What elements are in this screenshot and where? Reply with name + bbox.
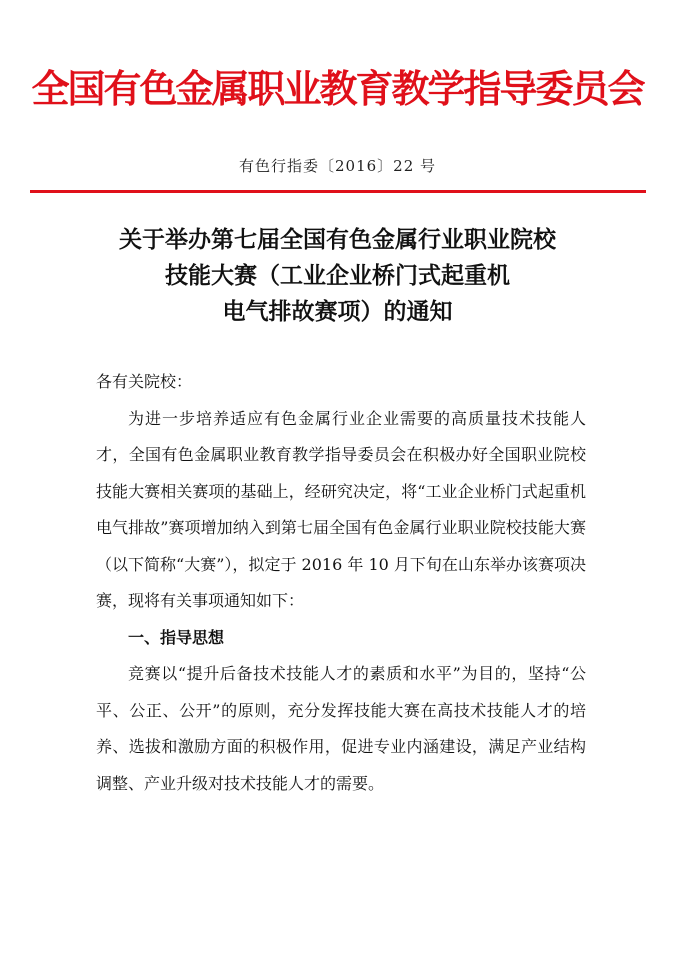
title-line-3: 电气排故赛项）的通知 bbox=[222, 298, 453, 325]
paragraph-intro: 为进一步培养适应有色金属行业企业需要的高质量技术技能人才，全国有色金属职业教育教学指导委员会在积极办好全国职业院校技能大赛相关赛项的基础上，经研究决定，将“工业企业桥门式起重机电气排故”赛项增加纳入到第七届全国有色金属行业职业院校技能大赛（以下简称“大赛”），拟定于 2016 年 10 月下旬在山东举办该赛项决赛，现将有关事项通知如下： bbox=[96, 408, 586, 610]
salutation: 各有关院校： bbox=[96, 372, 193, 391]
org-masthead: 全国有色金属职业教育教学指导委员会 bbox=[31, 66, 644, 111]
paragraph-guiding-principle: 竞赛以“提升后备技术技能人才的素质和水平”为目的，坚持“公平、公正、公开”的原则，充分发挥技能大赛在高技术技能人才的培养、选拔和激励方面的积极作用，促进专业内涵建设，满足产业结构调整、产业升级对技术技能人才的需要。 bbox=[96, 664, 586, 793]
notice-title bbox=[0, 222, 675, 330]
title-line-2: 技能大赛（工业企业桥门式起重机 bbox=[165, 262, 510, 289]
document-number: 有色行指委〔2016〕22 号 bbox=[238, 157, 437, 175]
red-divider bbox=[30, 190, 646, 193]
section-heading-guiding-principle: 一、指导思想 bbox=[128, 627, 225, 647]
notice-body bbox=[96, 364, 586, 802]
title-line-1: 关于举办第七届全国有色金属行业职业院校 bbox=[119, 226, 556, 253]
